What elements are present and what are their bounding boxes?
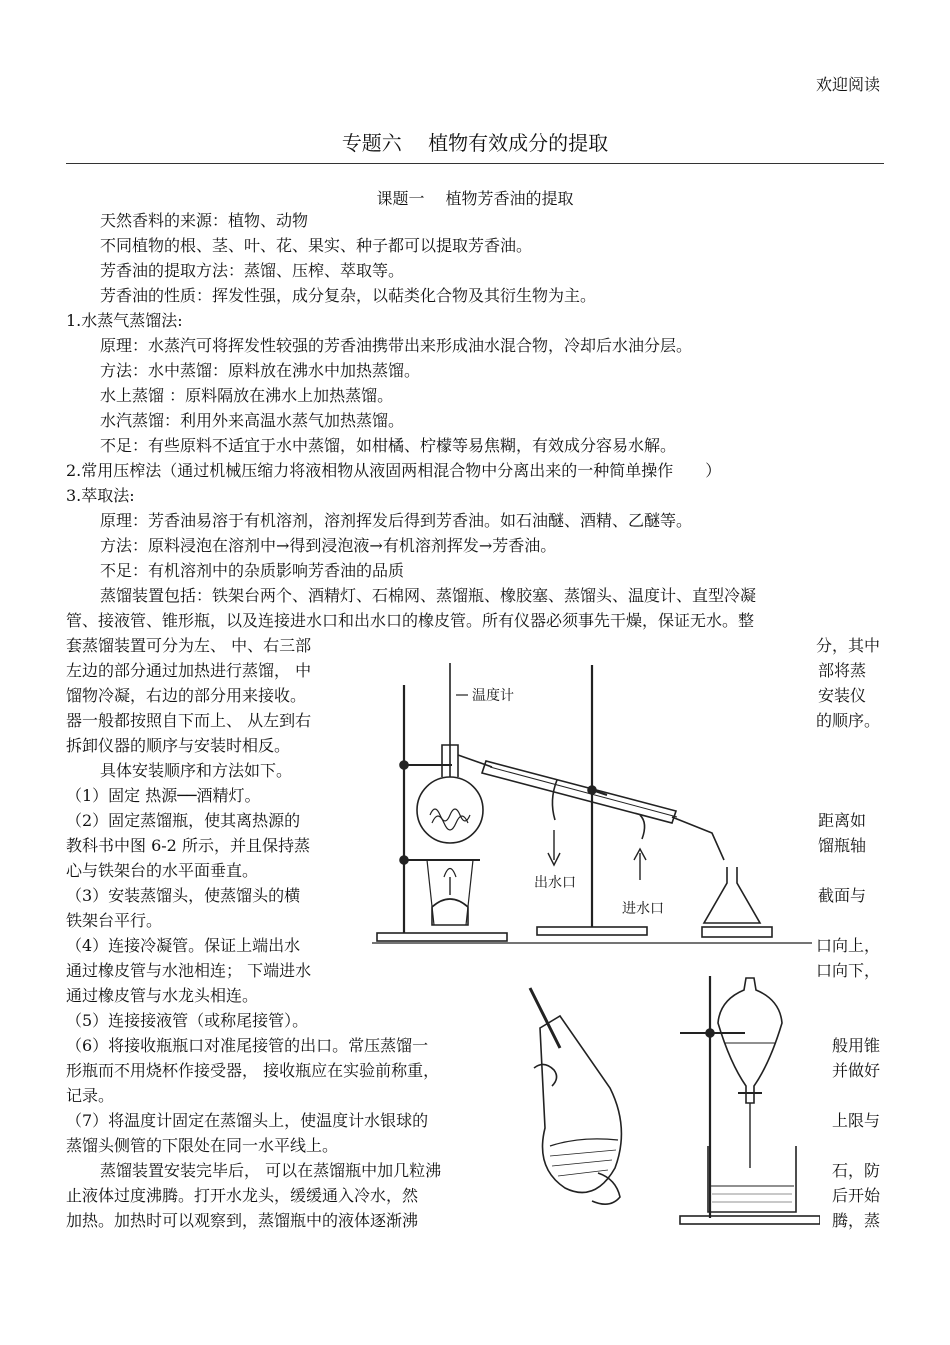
middle-stand-base	[537, 927, 647, 935]
body-line: 管、接液管、锥形瓶，以及连接进水口和出水口的橡皮管。所有仪器必须事先干燥，保证无水。整	[66, 611, 755, 630]
wrap-line-left: 通过橡皮管与水龙头相连。	[66, 986, 259, 1005]
body-line: 方法：水中蒸馏：原料放在沸水中加热蒸馏。	[100, 361, 421, 380]
wrap-line-left: 记录。	[66, 1086, 115, 1105]
wrap-line-left: 拆卸仪器的顺序与安装时相反。	[66, 736, 291, 755]
wrap-line-left: 馏物冷凝，右边的部分用来接收。	[66, 686, 307, 705]
wrap-line-right: 并做好	[831, 1061, 880, 1080]
wrap-line-left: 铁架台平行。	[66, 911, 163, 930]
outlet-hose	[552, 780, 557, 820]
condenser-inner-tube	[490, 767, 677, 817]
wrap-line-right: 口向上，	[815, 936, 880, 955]
wrap-line-left: 止液体过度沸腾。打开水龙头，缓缓通入冷水，然	[66, 1186, 419, 1205]
inlet-label: 进水口	[622, 901, 664, 917]
wrap-line-left: 教科书中图 6-2 所示，并且保持蒸	[66, 836, 310, 855]
wrap-line-left: 通过橡皮管与水池相连； 下端进水	[66, 961, 312, 980]
separatory-funnel-figure	[520, 968, 820, 1238]
body-line: 不足：有机溶剂中的杂质影响芳香油的品质	[100, 561, 405, 580]
condenser-jacket	[482, 761, 676, 823]
body-line: 不同植物的根、茎、叶、花、果实、种子都可以提取芳香油。	[100, 236, 533, 255]
wrap-line-left: 加热。加热时可以观察到，蒸馏瓶中的液体逐渐沸	[66, 1211, 419, 1230]
wrap-line-right: 截面与	[817, 886, 866, 905]
inlet-hose	[640, 815, 645, 839]
section-heading: 2.常用压榨法（通过机械压缩力将液相物从液固两相混合物中分离出来的一种简单操作 ）	[66, 461, 722, 480]
body-line: 水汽蒸馏：利用外来高温水蒸气加热蒸馏。	[100, 411, 405, 430]
distillation-apparatus-figure	[372, 655, 812, 965]
left-stand-base	[377, 933, 507, 941]
wrap-line-right: 般用锥	[831, 1036, 880, 1055]
wrap-line-left: 器一般都按照自下而上、 从左到右	[66, 711, 312, 730]
wrap-line-left: （3）安装蒸馏头，使蒸馏头的横	[66, 886, 301, 905]
section-heading: 1.水蒸气蒸馏法:	[66, 311, 183, 330]
thermometer-label: 温度计	[472, 688, 514, 704]
section-subtitle: 课题一 植物芳香油的提取	[376, 189, 574, 208]
distilling-flask	[417, 777, 483, 843]
wrap-line-left: （2）固定蒸馏瓶，使其离热源的	[66, 811, 301, 830]
wrap-line-left: 具体安装顺序和方法如下。	[100, 761, 293, 780]
wrap-line-right: 口向下，	[815, 961, 880, 980]
wrap-line-left: （1）固定 热源──酒精灯。	[66, 786, 261, 805]
wrap-line-left: 左边的部分通过加热进行蒸馏， 中	[66, 661, 312, 680]
body-line: 芳香油的性质：挥发性强，成分复杂，以萜类化合物及其衍生物为主。	[100, 286, 597, 305]
title-rule	[66, 163, 884, 164]
clamp-screw	[706, 1029, 714, 1037]
wrap-line-right: 上限与	[831, 1111, 880, 1130]
wrap-line-right: 距离如	[817, 811, 866, 830]
boiling-liquid	[432, 816, 468, 830]
wrap-line-right: 石，防	[831, 1161, 880, 1180]
separatory-funnel	[718, 978, 782, 1103]
wrap-line-right: 馏瓶轴	[817, 836, 866, 855]
wrap-line-right: 安装仪	[817, 686, 866, 705]
wrap-line-right: 部将蒸	[817, 661, 866, 680]
clamp-screw	[400, 856, 408, 864]
wrap-line-right: 腾，蒸	[831, 1211, 880, 1230]
alcohol-lamp	[432, 899, 468, 925]
body-line: 芳香油的提取方法：蒸馏、压榨、萃取等。	[100, 261, 405, 280]
wrap-line-right: 的顺序。	[815, 711, 880, 730]
wrap-line-right: 分，其中	[815, 636, 880, 655]
wrap-line-left: （7）将温度计固定在蒸馏头上，使温度计水银球的	[66, 1111, 429, 1130]
tripod-leg	[427, 860, 434, 925]
lamp-flame	[444, 869, 456, 878]
adapter-tube	[672, 817, 724, 860]
page-title: 专题六 植物有效成分的提取	[341, 131, 609, 155]
clamp-screw	[588, 786, 596, 794]
tripod-leg	[466, 860, 473, 925]
body-line: 原理：芳香油易溶于有机溶剂，溶剂挥发后得到芳香油。如石油醚、酒精、乙醚等。	[100, 511, 693, 530]
body-line: 天然香料的来源：植物、动物	[100, 211, 309, 230]
receiving-flask	[704, 867, 760, 923]
wrap-line-left: 蒸馏装置安装完毕后， 可以在蒸馏瓶中加几粒沸	[100, 1161, 442, 1180]
boiling-liquid	[430, 809, 470, 821]
body-line: 水上蒸馏 ：原料隔放在沸水上加热蒸馏。	[100, 386, 394, 405]
funnel-stand-base	[680, 1216, 820, 1224]
wrap-line-left: 形瓶而不用烧杯作接受器， 接收瓶应在实验前称重，	[66, 1061, 440, 1080]
clamp-screw	[400, 761, 408, 769]
body-line: 方法：原料浸泡在溶剂中→得到浸泡液→有机溶剂挥发→芳香油。	[100, 536, 557, 555]
section-heading: 3.萃取法:	[66, 486, 135, 505]
liquid-hatching	[550, 1150, 616, 1176]
wrap-line-right: 后开始	[831, 1186, 880, 1205]
body-line: 原理：水蒸汽可将挥发性较强的芳香油携带出来形成油水混合物，冷却后水油分层。	[100, 336, 693, 355]
body-line: 蒸馏装置包括：铁架台两个、酒精灯、石棉网、蒸馏瓶、橡胶塞、蒸馏头、温度计、直型冷凝	[100, 586, 757, 605]
page-header-corner: 欢迎阅读	[815, 75, 880, 94]
liquid-level	[550, 1139, 618, 1146]
hand-upper	[534, 1064, 557, 1086]
wrap-line-left: 蒸馏头侧管的下限处在同一水平线上。	[66, 1136, 339, 1155]
receiver-base	[702, 927, 772, 937]
wrap-line-left: 心与铁架台的水平面垂直。	[66, 861, 259, 880]
wrap-line-left: 套蒸馏装置可分为左、 中、右三部	[66, 636, 312, 655]
body-line: 不足：有些原料不适宜于水中蒸馏，如柑橘、柠檬等易焦糊，有效成分容易水解。	[100, 436, 677, 455]
wrap-line-left: （6）将接收瓶瓶口对准尾接管的出口。常压蒸馏一	[66, 1036, 429, 1055]
wrap-line-left: （5）连接接液管（或称尾接管）。	[66, 1011, 309, 1030]
beaker-liquid-hatching	[712, 1194, 792, 1202]
outlet-label: 出水口	[534, 875, 576, 891]
wrap-line-left: （4）连接冷凝管。保证上端出水	[66, 936, 301, 955]
